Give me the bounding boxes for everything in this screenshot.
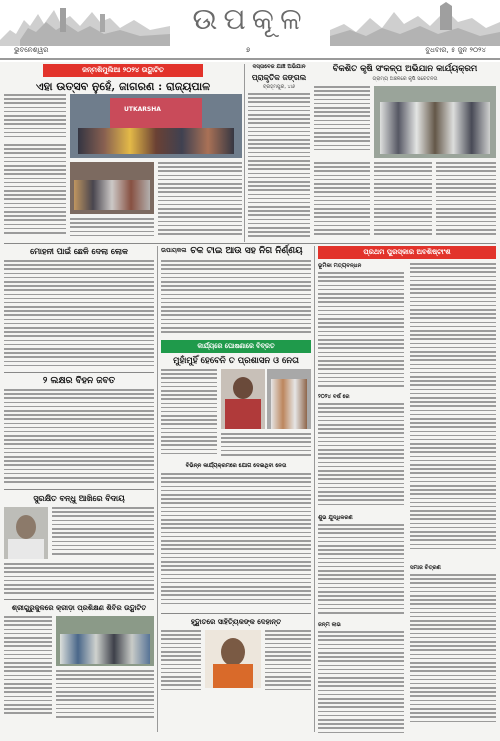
lead-story (4, 64, 242, 240)
center-headline: ଚକ ଟାଇ ଆଉ ସହ ନିଗ ନିର୍ଣ୍ଣୟ (190, 246, 303, 256)
right-subcol2-text-b (410, 574, 496, 734)
left-story2-headline: ୨ ଲକ୍ଷର ବିହନ ଜବତ (42, 376, 116, 386)
top-right-text-col4 (436, 162, 496, 242)
center-story2-text-b (221, 433, 311, 461)
obituary-face (221, 638, 245, 666)
center-story2-text-a (161, 369, 217, 461)
top-right-text-col2 (314, 162, 370, 242)
top-right-text-col1 (314, 86, 370, 158)
right-section4-text (318, 631, 404, 741)
left-story3-body (4, 507, 154, 599)
right-section5-head: ସମାଜ ଚିତ୍ରଣ (410, 565, 441, 571)
center-bottom-text-a (161, 630, 201, 698)
top-right-kicker: ଗ୍ରାମ୍ୟ ଅଞ୍ଚଳରେ କୃଷି ସଚେତନତା (372, 76, 438, 82)
middle-byline: ବ୍ରହ୍ମପୁର, ୪ା୬ (262, 84, 296, 90)
page-number: ୭ (246, 46, 251, 54)
left-divider-1 (4, 372, 154, 373)
center-subheadline: ମୁହାଁମୁହିଁ ହେବେନି ତ ପ୍ରଶାସନ ଓ ନେତା (173, 356, 299, 366)
right-body (318, 263, 496, 737)
woman-face (233, 377, 253, 399)
top-right-photo (374, 86, 496, 158)
center-story3-text (161, 473, 311, 613)
left-story2-text (4, 389, 154, 489)
divider-center-right (314, 246, 315, 732)
right-section1-head: ଭୂମିକା ମତ୍ୟବନ୍ଧନ (318, 263, 362, 269)
lead-text-block-2 (158, 162, 242, 240)
stage-dignitaries (78, 128, 234, 154)
portrait-photo (4, 507, 48, 559)
left-story3-text-a (52, 507, 154, 559)
center-bottom-headline: ହୃଦ୍ଘାତରେ ସାହିତ୍ୟିକଙ୍କ ଦେହାନ୍ତ (190, 617, 282, 626)
right-section1-text (318, 272, 404, 392)
top-right-text-col3 (374, 162, 432, 242)
stage-banner-text: UTKARSHA (124, 106, 161, 113)
center-kicker: ଉପାୟକଳା (161, 247, 187, 254)
lead-text-block (4, 144, 66, 240)
left-column (4, 246, 154, 732)
lead-text-block-3 (70, 218, 154, 240)
divider-lead-middle (244, 64, 245, 242)
left-story4-headline: ଶ୍ରୀଗୁରୁକୁଳରେ କ୍ରୀଡ଼ା ପ୍ରଶିକ୍ଷଣ ଶିବିର ଉଦ୍ଘାଟିତ (11, 603, 147, 612)
masthead (0, 0, 500, 62)
top-right-headline: ବିକଶିତ କୃଷି ସଂକଳ୍ପ ଅଭିଯାନ କାର୍ଯ୍ୟକ୍ରମ (332, 64, 478, 74)
center-column (161, 246, 311, 732)
left-story4-body (4, 616, 154, 726)
right-subcol-1 (318, 263, 404, 737)
men-figures (271, 379, 307, 429)
right-subcol-2 (410, 263, 496, 737)
right-section2-head: ୨୦୨୪ ବର୍ଷ ରେ (318, 394, 350, 400)
sports-camp-photo (56, 616, 154, 666)
woman-sari (225, 399, 261, 429)
lead-left-text (4, 94, 66, 142)
portrait-face (16, 515, 36, 539)
obituary-portrait (205, 630, 261, 688)
middle-text (248, 93, 310, 243)
masthead-title: ଉପକୂଳ (192, 2, 308, 37)
left-story4-text-a (4, 616, 52, 720)
lead-photo-group (70, 162, 154, 214)
left-divider-2 (4, 489, 154, 490)
camp-participants (60, 634, 150, 664)
left-divider-3 (4, 599, 154, 600)
stage-backdrop (110, 98, 202, 128)
lead-headline: ଏହା ଉତ୍ସବ ନୁହେଁ, ଜାଗରଣ : ରାଜ୍ୟପାଳ (35, 80, 211, 93)
right-red-banner: ପ୍ରଥମ ପୁରସ୍କାର ଅବଶିଷ୍ଟାଂଶ (318, 246, 496, 259)
right-section4-head: ଜନ୍ମ ଲାଭ (318, 622, 341, 628)
obituary-robe (213, 664, 253, 688)
left-story1-text (4, 260, 154, 372)
center-bottom-body (161, 630, 311, 698)
center-story2-body (161, 369, 311, 461)
masthead-rule (0, 58, 500, 60)
center-caption: ବିଭିନ୍ନ କାର୍ଯ୍ୟକ୍ରମରେ ଯୋଗ ଦେଇଥିବା ନେତା (185, 463, 287, 469)
officials-group (380, 102, 490, 154)
middle-top-story (248, 64, 310, 242)
right-section3-text (318, 524, 404, 620)
left-story1-headline: ମୋହନୀ ପାଇଁ ଛେଳି ଦେଲା ଲୋକ (30, 246, 128, 256)
right-subcol2-text-a (410, 263, 496, 563)
left-story3-text-b (4, 563, 154, 599)
portrait-shirt (8, 539, 44, 559)
middle-kicker: ଦସ୍ତାବେଜ ଯାଞ୍ଚ ଅଭିଯାନ (252, 64, 306, 70)
right-section3-head: ଶୁଭ ଯୁଦ୍ଧିକରଣ (318, 515, 353, 521)
divider-top-section (4, 243, 496, 244)
lead-banner: ଜନ୍ମଶିମୁଲିଆ ୨୦୨୪ ଉଦ୍ଘାଟିତ (43, 64, 203, 77)
right-column (318, 246, 496, 732)
center-photo-men (267, 369, 311, 429)
center-green-banner: କାର୍ଯ୍ୟରେ ଘୋଷଣାରେ ବିବ୍ରତ (161, 340, 311, 353)
center-divider (161, 613, 311, 614)
middle-headline: ପ୍ରାକୃତିକ ଜଙ୍ଗଲ (251, 73, 307, 82)
center-photo-woman (221, 369, 265, 429)
page-date: ବୁଧବାର, ୫ ଜୁନ ୨୦୨୪ (425, 46, 486, 54)
left-story4-text-b (56, 670, 154, 722)
page-label: ଭୁବନେଶ୍ୱର (14, 46, 49, 54)
center-story1-text (161, 260, 311, 338)
divider-left-center (157, 246, 158, 732)
group-figures (74, 180, 150, 210)
top-right-story (314, 64, 496, 242)
lead-photo-stage (70, 94, 242, 158)
center-headline-row (161, 246, 311, 256)
left-story3-headline: ସୁରକ୍ଷିତ ବନ୍ଧୁ ଆଖିରେ ବିଦାୟ (33, 493, 125, 503)
center-bottom-text-b (265, 630, 311, 698)
right-section2-text (318, 403, 404, 513)
